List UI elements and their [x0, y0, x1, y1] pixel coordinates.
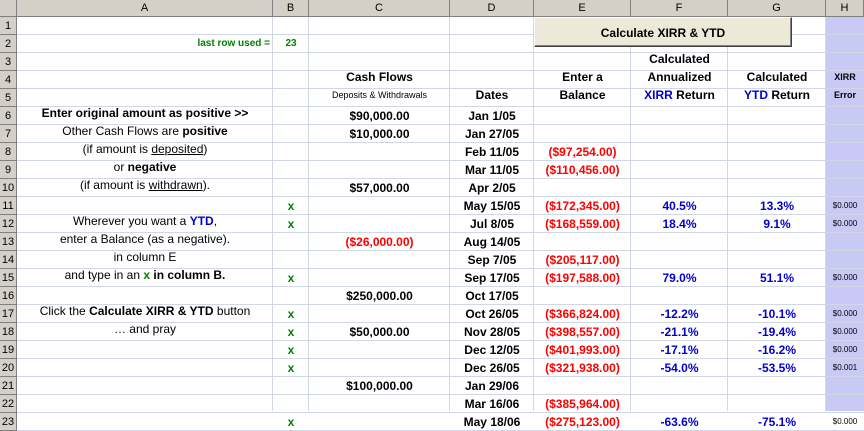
instr-12c: ,: [213, 214, 218, 228]
row-header-12[interactable]: 12: [0, 215, 17, 233]
cash-flow-cell[interactable]: [309, 413, 450, 431]
xirr-error-cell[interactable]: $0.000: [832, 219, 858, 228]
date-cell[interactable]: May 15/05: [463, 199, 521, 213]
flag-cell[interactable]: x: [287, 217, 295, 231]
cash-flow-cell[interactable]: [309, 215, 450, 233]
xirr-return-cell[interactable]: -12.2%: [660, 307, 699, 321]
xirr-error-cell[interactable]: $0.000: [832, 309, 858, 318]
ytd-return-cell[interactable]: [728, 251, 826, 269]
instr-7a: Other Cash Flows are: [62, 124, 183, 138]
row-header-23[interactable]: 23: [0, 413, 17, 431]
row-header-6[interactable]: 6: [0, 107, 17, 125]
ytd-return-cell[interactable]: [728, 143, 826, 161]
instr-9a: or: [113, 160, 128, 174]
xirr-error-cell[interactable]: $0.000: [832, 345, 858, 354]
date-cell[interactable]: Dec 26/05: [464, 361, 520, 375]
cash-flow-cell[interactable]: [309, 269, 450, 287]
row-header-2[interactable]: 2: [0, 35, 17, 53]
instruction-wherever-ytd: [17, 212, 273, 230]
balance-cell[interactable]: ($205,117.00): [545, 253, 620, 267]
column-header-d[interactable]: D: [450, 0, 534, 17]
date-cell[interactable]: Jan 29/06: [464, 379, 520, 393]
ytd-return-cell[interactable]: -53.5%: [757, 361, 797, 375]
row-header-17[interactable]: 17: [0, 305, 17, 323]
ytd-return-cell[interactable]: -16.2%: [757, 343, 797, 357]
flag-cell[interactable]: [273, 161, 309, 179]
instruction-and-pray: … and pray: [113, 322, 177, 336]
date-cell[interactable]: Aug 14/05: [463, 235, 521, 249]
instruction-click-button: [17, 302, 273, 320]
xirr-error-cell[interactable]: [826, 395, 864, 413]
date-cell[interactable]: Oct 26/05: [465, 307, 519, 321]
enter-a-header: Enter a: [562, 70, 603, 84]
flag-cell[interactable]: x: [287, 325, 295, 339]
xirr-return-cell[interactable]: [631, 107, 728, 125]
row-header-14[interactable]: 14: [0, 251, 17, 269]
row-header-10[interactable]: 10: [0, 179, 17, 197]
balance-cell[interactable]: ($275,123.00): [545, 415, 620, 429]
balance-cell[interactable]: [534, 233, 631, 251]
flag-cell[interactable]: x: [287, 361, 295, 375]
xirr-return-cell[interactable]: [631, 125, 728, 143]
flag-cell[interactable]: [273, 107, 309, 125]
return-f-label: Return: [676, 88, 715, 102]
xirr-error-cell[interactable]: $0.000: [832, 417, 858, 426]
row-header-15[interactable]: 15: [0, 269, 17, 287]
xirr-return-cell[interactable]: [631, 143, 728, 161]
xirr-error-cell[interactable]: [826, 233, 864, 251]
date-cell[interactable]: Jan 1/05: [468, 109, 516, 123]
column-header-b[interactable]: B: [273, 0, 309, 17]
flag-cell[interactable]: x: [287, 199, 295, 213]
row-header-19[interactable]: 19: [0, 341, 17, 359]
column-header-g[interactable]: G: [728, 0, 826, 17]
row-header-11[interactable]: 11: [0, 197, 17, 215]
ytd-return-cell[interactable]: -10.1%: [757, 307, 797, 321]
cash-flow-cell[interactable]: $100,000.00: [346, 379, 413, 393]
xirr-return-cell[interactable]: -17.1%: [660, 343, 699, 357]
flag-cell[interactable]: [273, 395, 309, 413]
xirr-return-cell[interactable]: [631, 395, 728, 413]
cash-flow-cell[interactable]: ($26,000.00): [345, 235, 414, 249]
ytd-return-cell[interactable]: [728, 377, 826, 395]
balance-cell[interactable]: ($385,964.00): [545, 397, 620, 411]
flag-cell[interactable]: [273, 143, 309, 161]
instr-12b: YTD: [189, 214, 214, 228]
instr-10c: ).: [202, 178, 211, 192]
row-header-16[interactable]: 16: [0, 287, 17, 305]
instr-15b: x: [143, 268, 151, 282]
ytd-return-cell[interactable]: [728, 125, 826, 143]
xirr-error-cell[interactable]: $0.001: [832, 363, 858, 372]
date-cell[interactable]: Dec 12/05: [464, 343, 520, 357]
balance-cell[interactable]: ($172,345.00): [545, 199, 620, 213]
row-header-3[interactable]: 3: [0, 53, 17, 71]
row-header-1[interactable]: 1: [0, 17, 17, 35]
balance-cell[interactable]: ($110,456.00): [545, 163, 620, 177]
date-cell[interactable]: Sep 17/05: [464, 271, 520, 285]
ytd-return-cell[interactable]: [728, 395, 826, 413]
balance-cell[interactable]: [534, 287, 631, 305]
flag-cell[interactable]: x: [287, 307, 295, 321]
ytd-return-cell[interactable]: [728, 161, 826, 179]
xirr-error-cell[interactable]: [826, 251, 864, 269]
balance-cell[interactable]: [534, 179, 631, 197]
cash-flow-cell[interactable]: [309, 395, 450, 413]
instruction-type-x: [17, 266, 273, 284]
row-header-21[interactable]: 21: [0, 377, 17, 395]
last-row-label: last row used =: [197, 38, 270, 49]
calculated-g-header: Calculated: [746, 70, 808, 84]
instr-8c: ): [203, 142, 208, 156]
flag-cell[interactable]: [273, 233, 309, 251]
instr-12a: Wherever you want a: [72, 214, 190, 228]
cash-flow-cell[interactable]: [309, 341, 450, 359]
row-header-7[interactable]: 7: [0, 125, 17, 143]
instr-15c: in column B.: [150, 268, 226, 282]
ytd-return-cell[interactable]: 13.3%: [759, 199, 795, 213]
column-header-a[interactable]: A: [17, 0, 273, 17]
xirr-error-cell[interactable]: [826, 107, 864, 125]
xirr-error-header-top: XIRR: [834, 72, 856, 82]
xirr-return-cell[interactable]: [631, 179, 728, 197]
ytd-label: YTD: [743, 88, 768, 102]
cash-flow-cell[interactable]: $90,000.00: [349, 109, 410, 123]
row-header-18[interactable]: 18: [0, 323, 17, 341]
xirr-error-header-bottom: Error: [833, 90, 856, 100]
ytd-return-cell[interactable]: 9.1%: [763, 217, 791, 231]
ytd-return-header: [728, 86, 826, 104]
xirr-error-cell[interactable]: $0.000: [832, 201, 858, 210]
row-header-20[interactable]: 20: [0, 359, 17, 377]
instr-17c: button: [213, 304, 251, 318]
xirr-error-cell[interactable]: $0.000: [832, 327, 858, 336]
xirr-error-cell[interactable]: $0.000: [832, 273, 858, 282]
date-cell[interactable]: May 18/06: [463, 415, 521, 429]
xirr-error-cell[interactable]: [826, 161, 864, 179]
xirr-return-cell[interactable]: [631, 287, 728, 305]
cash-flow-cell[interactable]: [309, 143, 450, 161]
balance-cell[interactable]: ($197,588.00): [545, 271, 620, 285]
balance-header: Balance: [559, 88, 606, 102]
date-cell[interactable]: Feb 11/05: [464, 145, 520, 159]
instruction-enter-original: Enter original amount as positive >>: [41, 106, 249, 120]
column-header-h[interactable]: H: [826, 0, 864, 17]
flag-cell[interactable]: [273, 287, 309, 305]
xirr-return-cell[interactable]: [631, 161, 728, 179]
date-cell[interactable]: Nov 28/05: [463, 325, 521, 339]
cash-flow-cell[interactable]: [309, 251, 450, 269]
flag-cell[interactable]: [273, 251, 309, 269]
row-header-9[interactable]: 9: [0, 161, 17, 179]
xirr-error-cell[interactable]: [826, 143, 864, 161]
row-header-5[interactable]: 5: [0, 89, 17, 107]
balance-cell[interactable]: ($97,254.00): [548, 145, 617, 159]
instr-7b: positive: [182, 124, 228, 138]
ytd-return-cell[interactable]: [728, 287, 826, 305]
date-cell[interactable]: Jul 8/05: [469, 217, 515, 231]
instr-17a: Click the: [39, 304, 90, 318]
date-cell[interactable]: Mar 16/06: [464, 397, 520, 411]
cash-flow-cell[interactable]: [309, 359, 450, 377]
balance-cell[interactable]: ($366,824.00): [545, 307, 620, 321]
instr-9b: negative: [127, 160, 177, 174]
dates-header: Dates: [475, 88, 509, 102]
instruction-or-negative: [17, 158, 273, 176]
instr-10a: (if amount is: [79, 178, 149, 192]
balance-cell[interactable]: [534, 125, 631, 143]
row-header-8[interactable]: 8: [0, 143, 17, 161]
xirr-return-cell[interactable]: -21.1%: [660, 325, 699, 339]
row-header-22[interactable]: 22: [0, 395, 17, 413]
cash-flow-cell[interactable]: [309, 197, 450, 215]
balance-cell[interactable]: [534, 377, 631, 395]
instr-8b: deposited: [151, 142, 204, 156]
date-cell[interactable]: Sep 7/05: [467, 253, 517, 267]
balance-cell[interactable]: ($398,557.00): [545, 325, 620, 339]
instruction-if-withdrawn: [17, 176, 273, 194]
deposits-withdrawals-header: Deposits & Withdrawals: [331, 90, 428, 100]
xirr-error-cell[interactable]: [826, 287, 864, 305]
flag-cell[interactable]: [273, 179, 309, 197]
instruction-enter-balance: enter a Balance (as a negative).: [59, 232, 231, 246]
select-all-corner[interactable]: [0, 0, 17, 17]
ytd-return-cell[interactable]: -75.1%: [757, 415, 797, 429]
cash-flow-cell[interactable]: $10,000.00: [349, 127, 410, 141]
row-header-4[interactable]: 4: [0, 71, 17, 89]
xirr-return-cell[interactable]: [631, 251, 728, 269]
ytd-return-cell[interactable]: 51.1%: [759, 271, 795, 285]
date-cell[interactable]: Oct 17/05: [465, 289, 519, 303]
balance-cell[interactable]: ($168,559.00): [545, 217, 620, 231]
xirr-error-cell[interactable]: [826, 179, 864, 197]
instr-15a: and type in an: [64, 268, 144, 282]
ytd-return-cell[interactable]: [728, 233, 826, 251]
xirr-return-cell[interactable]: -63.6%: [660, 415, 699, 429]
instr-10b: withdrawn: [148, 178, 203, 192]
flag-cell[interactable]: x: [287, 343, 295, 357]
balance-cell[interactable]: ($401,993.00): [545, 343, 620, 357]
calculate-xirr-ytd-button[interactable]: Calculate XIRR & YTD: [534, 17, 792, 47]
flag-cell[interactable]: [273, 125, 309, 143]
instruction-if-deposited: [17, 140, 273, 158]
return-g-label: Return: [771, 88, 810, 102]
calculated-f-header: Calculated: [649, 52, 710, 66]
annualized-header: Annualized: [647, 70, 712, 84]
xirr-return-cell[interactable]: 79.0%: [662, 271, 697, 285]
xirr-return-cell[interactable]: 18.4%: [662, 217, 697, 231]
instr-8a: (if amount is: [82, 142, 152, 156]
date-cell[interactable]: Apr 2/05: [468, 181, 516, 195]
flag-cell[interactable]: x: [287, 415, 295, 429]
xirr-label: XIRR: [644, 88, 673, 102]
xirr-return-cell[interactable]: [631, 377, 728, 395]
cash-flow-cell[interactable]: [309, 161, 450, 179]
cash-flow-cell[interactable]: $250,000.00: [346, 289, 413, 303]
balance-cell[interactable]: ($321,938.00): [545, 361, 620, 375]
cash-flow-cell[interactable]: $57,000.00: [349, 181, 410, 195]
xirr-return-cell[interactable]: 40.5%: [662, 199, 697, 213]
xirr-error-cell[interactable]: [826, 125, 864, 143]
cash-flows-header: Cash Flows: [346, 70, 413, 84]
ytd-return-cell[interactable]: [728, 179, 826, 197]
column-header-c[interactable]: C: [309, 0, 450, 17]
ytd-return-cell[interactable]: [728, 107, 826, 125]
date-cell[interactable]: Jan 27/05: [464, 127, 520, 141]
ytd-return-cell[interactable]: -19.4%: [757, 325, 797, 339]
xirr-return-header: [631, 86, 728, 104]
cash-flow-cell[interactable]: $50,000.00: [349, 325, 410, 339]
cash-flow-cell[interactable]: [309, 305, 450, 323]
xirr-return-cell[interactable]: [631, 233, 728, 251]
xirr-error-cell[interactable]: [826, 377, 864, 395]
instr-17b: Calculate XIRR & YTD: [89, 304, 214, 318]
flag-cell[interactable]: x: [287, 271, 295, 285]
date-cell[interactable]: Mar 11/05: [464, 163, 520, 177]
column-header-e[interactable]: E: [534, 0, 631, 17]
row-header-13[interactable]: 13: [0, 233, 17, 251]
flag-cell[interactable]: [273, 377, 309, 395]
column-header-f[interactable]: F: [631, 0, 728, 17]
instruction-in-column-e: in column E: [113, 250, 177, 264]
last-row-value[interactable]: 23: [285, 38, 297, 49]
instruction-other-cash-flows: [17, 122, 273, 140]
balance-cell[interactable]: [534, 107, 631, 125]
xirr-return-cell[interactable]: -54.0%: [660, 361, 699, 375]
